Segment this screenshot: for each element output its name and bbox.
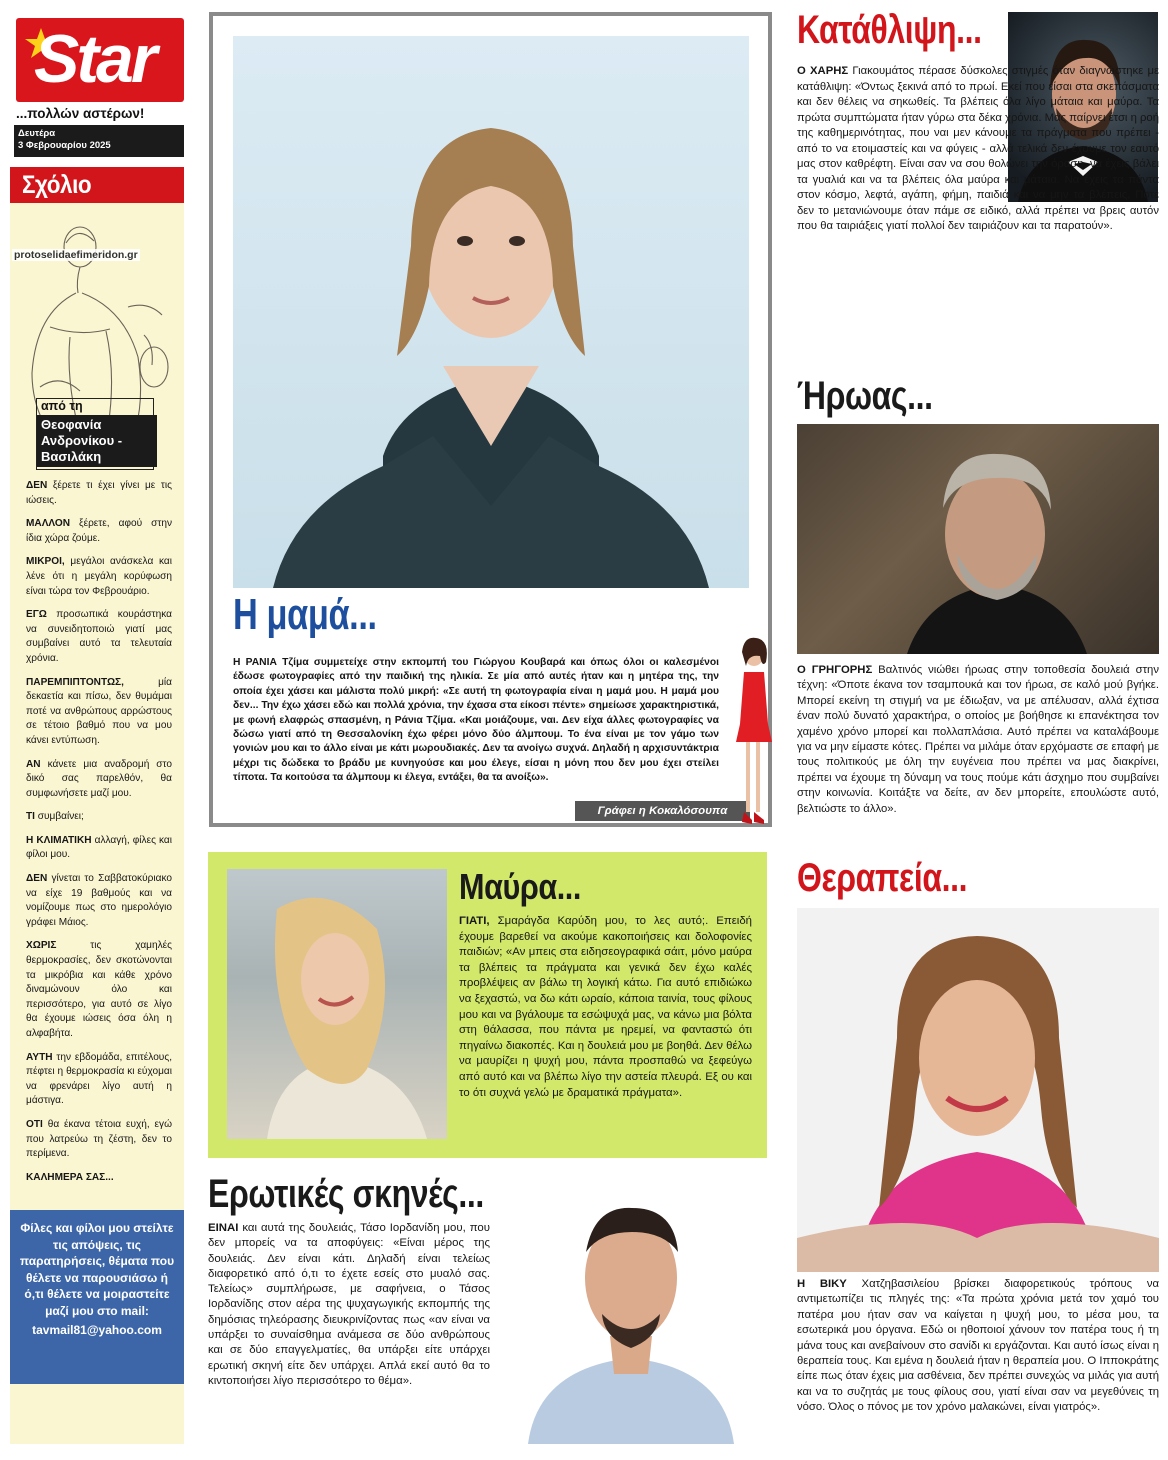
column-body bbox=[26, 479, 172, 1194]
column-paragraph bbox=[26, 1171, 172, 1186]
tagline: ...πολλών αστέρων! bbox=[16, 106, 145, 121]
tasos-photo bbox=[498, 1168, 764, 1444]
author-box bbox=[36, 398, 154, 470]
column-paragraph-lead: ΜΙΚΡΟΙ, bbox=[26, 556, 65, 568]
main-headline: Η μαμά... bbox=[233, 590, 377, 639]
author-sketch bbox=[10, 207, 184, 429]
viky-photo bbox=[797, 908, 1159, 1272]
column-paragraph-text: αλλαγή, φίλες και φίλοι μου. bbox=[26, 834, 172, 861]
maura-box bbox=[208, 852, 767, 1158]
portrait-illustration bbox=[233, 36, 749, 588]
column-paragraph-lead: ΕΓΩ bbox=[26, 609, 47, 621]
erotikes-lead: ΕΙΝΑΙ bbox=[208, 1222, 239, 1234]
column-paragraph-lead: ΚΑΛΗΜΕΡΑ ΣΑΣ... bbox=[26, 1171, 114, 1183]
erotikes-text: και αυτά της δουλειάς, Τάσο Ιορδανίδη μου, που δεν μπορείς να τα αποφύγεις: «Είναι μέρος της δουλειάς. Δεν είναι κάτι. Δηλαδή είναι τελείως διαφορετικό από ό,τι το έχετε εσείς στο μυαλό σας. Τελείως» συμπλήρωσε, με σαφήνεια, ο Τάσος Ιορδανίδης στον αέρα της ψυχαγωγικής εκπομπής της δημόσιας τηλεόρασης διευκρινίζοντας πως «αν είναι να υπάρξει το συναίσθημα ανάμεσα σε δύο ανθρώπους και σε δύο επαγγελματίες, θα υπάρξει είτε υπάρχει ερωτική σκηνή είτε δεν υπάρχει. Απλά εκεί αυτό θα το κιντοποιήσει λίγο περισσότερο το θέμα». bbox=[208, 1222, 490, 1387]
iroas-text: Βαλτινός νιώθει ήρωας στην τοποθεσία δουλειά στην τέχνη: «Όποτε έκανα τον τσαμπουκά και τον ήρωα, σε καλό μού βγήκε. Μπορεί εκείνη τη στιγμή να με έδιωξαν, να με απέλυσαν, αλλά έχτισα έναν πολύ δυνατό χαρακτήρα, ο οποίος με βοήθησε κι επανέκτησα τον χαμένο χρόνο μπορεί και πολλαπλάσια. Αυτό πρέπει να καταλάβουμε για να μην είμαστε κότες. Πρέπει να μιλάμε όταν ερχόμαστε σε επαφή με τους πολιτικούς με όλη την ευγένεια που πρέπει να μας διακρίνει, πρέπει να έχουμε τη δύναμη να τους πούμε κάτι άσχημο που συμβαίνει στην κοινωνία. Κοιτάξτε να δείτε, αν δεν μπορείτε, επουλώστε αυτό, βελτιώστε το άλλο». bbox=[797, 664, 1159, 815]
therapeia-headline: Θεραπεία... bbox=[797, 856, 968, 900]
date-bar bbox=[14, 125, 184, 157]
column-paragraph bbox=[26, 555, 172, 599]
katathlipsi-text: Γιακουμάτος πέρασε δύσκολες στιγμές όταν διαγνώστηκε με κατάθλιψη: «Όντως ξεκινά από το πρωί. Εκεί που είσαι στα σκεπάσματα και δεν θέλεις να σηκωθείς. Τα βλέπεις όλα λίγο μάταια και μαύρα. Τα πρώτα συμπτώματα ήταν γύρω στα δέκα χρόνια. Μας παίρνει έτσι η ροή της καθημερινότητας, που ναι μεν κάνουμε τα πράγματα που πρέπει - από το να ετοιμαστείς και να φύγεις - αλλά τελικά δεν έχουμε τον εαυτό μας στον καθρέφτη. Είναι σαν να σου θολώνει την όραση, να έχεις βάλει τα γυαλιά και να τα βλέπεις όλα μαύρα και μάταια. Να έχεις τα πάντα στον κόσμο, λεφτά, αγάπη, φήμη, παιδιά και να μην τα βλέπεις. Ποτέ δεν το μετανιώνουμε όταν πάμε σε ειδικό, αλλά πρέπει να βρεις αυτόν που θα ταιριάξεις γιατί πολλοί δεν ταιριάζουν και τα παρατούν». bbox=[797, 65, 1160, 232]
katathlipsi-body bbox=[797, 64, 1159, 235]
maura-body bbox=[459, 914, 752, 1101]
column-paragraph bbox=[26, 810, 172, 825]
column-footer-text: Φίλες και φίλοι μου στείλτε τις απόψεις, τις παρατηρήσεις, θέματα που θέλετε να παρουσιάσω ή ό,τι θέλετε να μοιραστείτε μαζί μου στο mail: bbox=[19, 1221, 175, 1318]
date-day: Δευτέρα bbox=[18, 128, 56, 139]
maura-headline: Μαύρα... bbox=[459, 866, 581, 907]
column-paragraph bbox=[26, 608, 172, 666]
maura-lead: ΓΙΑΤΙ, bbox=[459, 915, 490, 927]
logo-text: Star bbox=[34, 21, 155, 97]
column-paragraph-text: ξέρετε τι έχει γίνει με τις ιώσεις. bbox=[26, 480, 172, 506]
main-body bbox=[233, 656, 719, 786]
column-paragraph-lead: ΑΥΤΗ bbox=[26, 1051, 53, 1063]
main-lead: Η ΡΑΝΙΑ bbox=[233, 657, 277, 668]
column-paragraph-lead: ΔΕΝ bbox=[26, 480, 48, 491]
column-paragraph-text: γίνεται το Σαββατοκύριακο να είχε 19 βαθμούς και να νομίζουμε πως στο ημερολόγιο γράφει Μάιος. bbox=[26, 873, 172, 928]
byline-bar bbox=[575, 801, 750, 821]
column-paragraph-lead: ΜΑΛΛΟΝ bbox=[26, 518, 71, 530]
column-paragraph-lead: ΤΙ bbox=[26, 811, 35, 823]
iroas-lead: Ο ΓΡΗΓΟΡΗΣ bbox=[797, 664, 873, 676]
erotikes-body bbox=[208, 1221, 490, 1389]
mascot-figure bbox=[732, 632, 776, 828]
rania-photo bbox=[233, 36, 749, 588]
column-paragraph bbox=[26, 834, 172, 863]
column-paragraph-lead: ΟΤΙ bbox=[26, 1118, 43, 1130]
column-paragraph-text: την εβδομάδα, επιτέλους, πέφτει η θερμοκρασία κι εύχομαι να φρενάρει λίγο αυτή η μάστιγα. bbox=[26, 1051, 172, 1107]
column-paragraph-text: τις χαμηλές θερμοκρασίες, δεν σκοτώνονται τα μικρόβια και κάθε χρόνο διναμώνουν όλο και περισσότερο, για αυτό σε λίγο θα έχουμε ιώσεις όσα όλη η αλφαβήτα. bbox=[26, 940, 172, 1039]
main-text: Τζίμα συμμετείχε στην εκπομπή του Γιώργου Κουβαρά και όπως όλοι οι καλεσμένοι έδωσε φωτογραφίες από την παιδική της ηλικία. Σε μία από αυτές ήταν και η μητέρα της, την οποία έχει χάσει και μάλιστα πολύ μικρή: «Σε αυτή τη φωτογραφία είναι η μαμά μου. Η μαμά μου δεν... Την έχω χάσει εδώ και πολλά χρόνια, την έχασα στα είκοσι πέντε» σημείωσε χαρακτηριστικά, με φωνή ελαφρώς σπασμένη, η Ράνια Τζίμα. «Και μοιάζουμε, ναι. Δεν είχα άλλες φωτογραφίες να δώσω γιατί από τη Θεσσαλονίκη έχω φέρει μόνο δύο άλμπουμ. Το ένα είναι με τον γάμο των γονιών μου και το άλλο είναι με κάτι μωρουδιακές. Δεν τα ανοίγω συχνά. Δηλαδή η αρχισυντάκτρια μέχρι τις δώδεκα το βράδυ με κυνηγούσε και μου έλεγε, είσαι η μόνη που δεν μου έχει στείλει τίποτα. Τα κοιτούσα τα άλμπουμ κι έλεγα, εντάξει, θα τα ανοίξω». bbox=[233, 657, 719, 784]
column-paragraph-text: μεγάλοι ανάσκελα και λένε ότι η μεγάλη κορύφωση είναι τώρα τον Φεβρουάριο. bbox=[26, 556, 172, 597]
column-paragraph-text: ξέρετε, αφού στην ίδια χώρα ζούμε. bbox=[26, 518, 172, 544]
erotikes-headline: Ερωτικές σκηνές... bbox=[208, 1172, 484, 1216]
column-paragraph bbox=[26, 517, 172, 546]
iroas-body bbox=[797, 663, 1159, 817]
column-footer bbox=[10, 1210, 184, 1384]
maura-text: Σμαράγδα Καρύδη μου, το λες αυτό;. Επειδή έχουμε βαρεθεί να ακούμε κακοποιήσεις και δολοφονίες παιδιών; «Αν μπεις στα ειδησεογραφικά σάιτ, μόνο μαύρα τα βλέπεις τα πράγματα και γενικά δεν έχω καλές προβλέψεις αν βάλω τη λογική κάτω. Για αυτό επιδιώκω να ξεχαστώ, να δω κάτι ωραίο, κάποια ταινία, τους φίλους μου και να βγάλουμε τα εσώψυχά μας, να κάνω μια βόλτα στη θάλασσα, που πάντα με ηρεμεί, να φανταστώ ότι πηγαίνω διακοπές. Και η δουλειά μου με βοηθά. Δεν θέλω να μαυρίζει η ψυχή μου, πάντα προσπαθώ να ξεφεύγω από αυτό και να βλέπω λίγο την αστεία πλευρά. Εξ ου και το ότι συχνά γελώ με δραματικά πράγματα». bbox=[459, 915, 752, 1099]
sidebar bbox=[10, 12, 184, 1444]
column-footer-email[interactable]: tavmail81@yahoo.com bbox=[32, 1323, 162, 1337]
author-name: Θεοφανία Ανδρονίκου - Βασιλάκη bbox=[37, 415, 157, 467]
column-paragraph-text: προσωπικά κουράστηκα να συνειδητοποιώ γιατί μας συμβαίνει αυτό τα τελευταία χρόνια. bbox=[26, 609, 172, 664]
therapeia-text: Χατζηβασιλείου βρίσκει διαφορετικούς τρόπους να αντιμετωπίζει τις πληγές της: «Τα πρώτα χρόνια μετά τον χαμό του πατέρα μου ήταν σαν να καίγεται η ψυχή μου, το μέσα μου, τα εσωτερικά μου όργανα. Εδώ οι ηθοποιοί χάνουν τον πατέρα τους ή τη μάνα τους και ανεβαίνουν στο σανίδι κι εργάζονται. Και αυτό ίσως είναι η θεραπεία τους. Και εμένα η δουλειά ήταν η θεραπεία μου. Ο Ιπποκράτης είπε πως όταν έχεις μια ασθένεια, δεν πρέπει συνεχώς να μιλάς για αυτή και να το συζητάς με τους φίλους σου, γιατί είναι σαν να μεγεθύνεις τη νόσο. Όλος ο πόνος με τον χρόνο μαλακώνει, είναι γιατρός». bbox=[797, 1278, 1159, 1414]
column-paragraph-text: κάνετε μια αναδρομή στο δικό σας παρελθόν, θα συμφωνήσετε μαζί μου. bbox=[26, 758, 172, 799]
column-paragraph bbox=[26, 872, 172, 930]
katathlipsi-lead: Ο ΧΑΡΗΣ bbox=[797, 65, 849, 77]
column-paragraph bbox=[26, 479, 172, 508]
column-paragraph-lead: ΠΑΡΕΜΠΙΠΤΟΝΤΩΣ, bbox=[26, 676, 124, 688]
main-story-box bbox=[209, 12, 772, 827]
column-paragraph bbox=[26, 676, 172, 749]
smaragda-photo bbox=[227, 869, 447, 1139]
column-paragraph bbox=[26, 1118, 172, 1162]
iroas-headline: Ήρωας... bbox=[797, 374, 933, 418]
date-full: 3 Φεβρουαρίου 2025 bbox=[18, 140, 111, 151]
watermark: protoselidaefimeridon.gr bbox=[14, 249, 138, 261]
column-paragraph-text: θα έκανα τέτοια ευχή, εγώ που λατρεύω τη ζέστη, δεν το περίμενα. bbox=[26, 1118, 172, 1160]
column-panel bbox=[10, 167, 184, 1444]
column-paragraph bbox=[26, 758, 172, 802]
column-paragraph-lead: ΑΝ bbox=[26, 758, 41, 770]
column-paragraph-lead: Η ΚΛΙΜΑΤΙΚΗ bbox=[26, 834, 92, 846]
column-title: Σχόλιο bbox=[22, 171, 92, 199]
therapeia-body bbox=[797, 1277, 1159, 1416]
column-paragraph-text: συμβαίνει; bbox=[34, 811, 84, 823]
masthead-logo bbox=[16, 18, 184, 102]
grigoris-photo bbox=[797, 424, 1159, 654]
column-paragraph-text: μία δεκαετία και πίσω, δεν θυμάμαι ποτέ να ανθρώπους αρρώστους σε τέτοιο βαθμό που να μου κάνει εντύπωση. bbox=[26, 676, 172, 746]
katathlipsi-headline: Κατάθλιψη... bbox=[797, 8, 982, 52]
column-paragraph bbox=[26, 939, 172, 1041]
column-title-bar bbox=[10, 167, 184, 203]
column-paragraph-lead: ΔΕΝ bbox=[26, 873, 48, 885]
byline: Γράφει η Κοκαλόσουπα bbox=[597, 805, 728, 817]
column-paragraph bbox=[26, 1051, 172, 1109]
column-paragraph-lead: ΧΩΡΙΣ bbox=[26, 940, 57, 952]
therapeia-lead: Η ΒΙΚΥ bbox=[797, 1278, 847, 1290]
author-prefix: από τη bbox=[41, 399, 83, 413]
